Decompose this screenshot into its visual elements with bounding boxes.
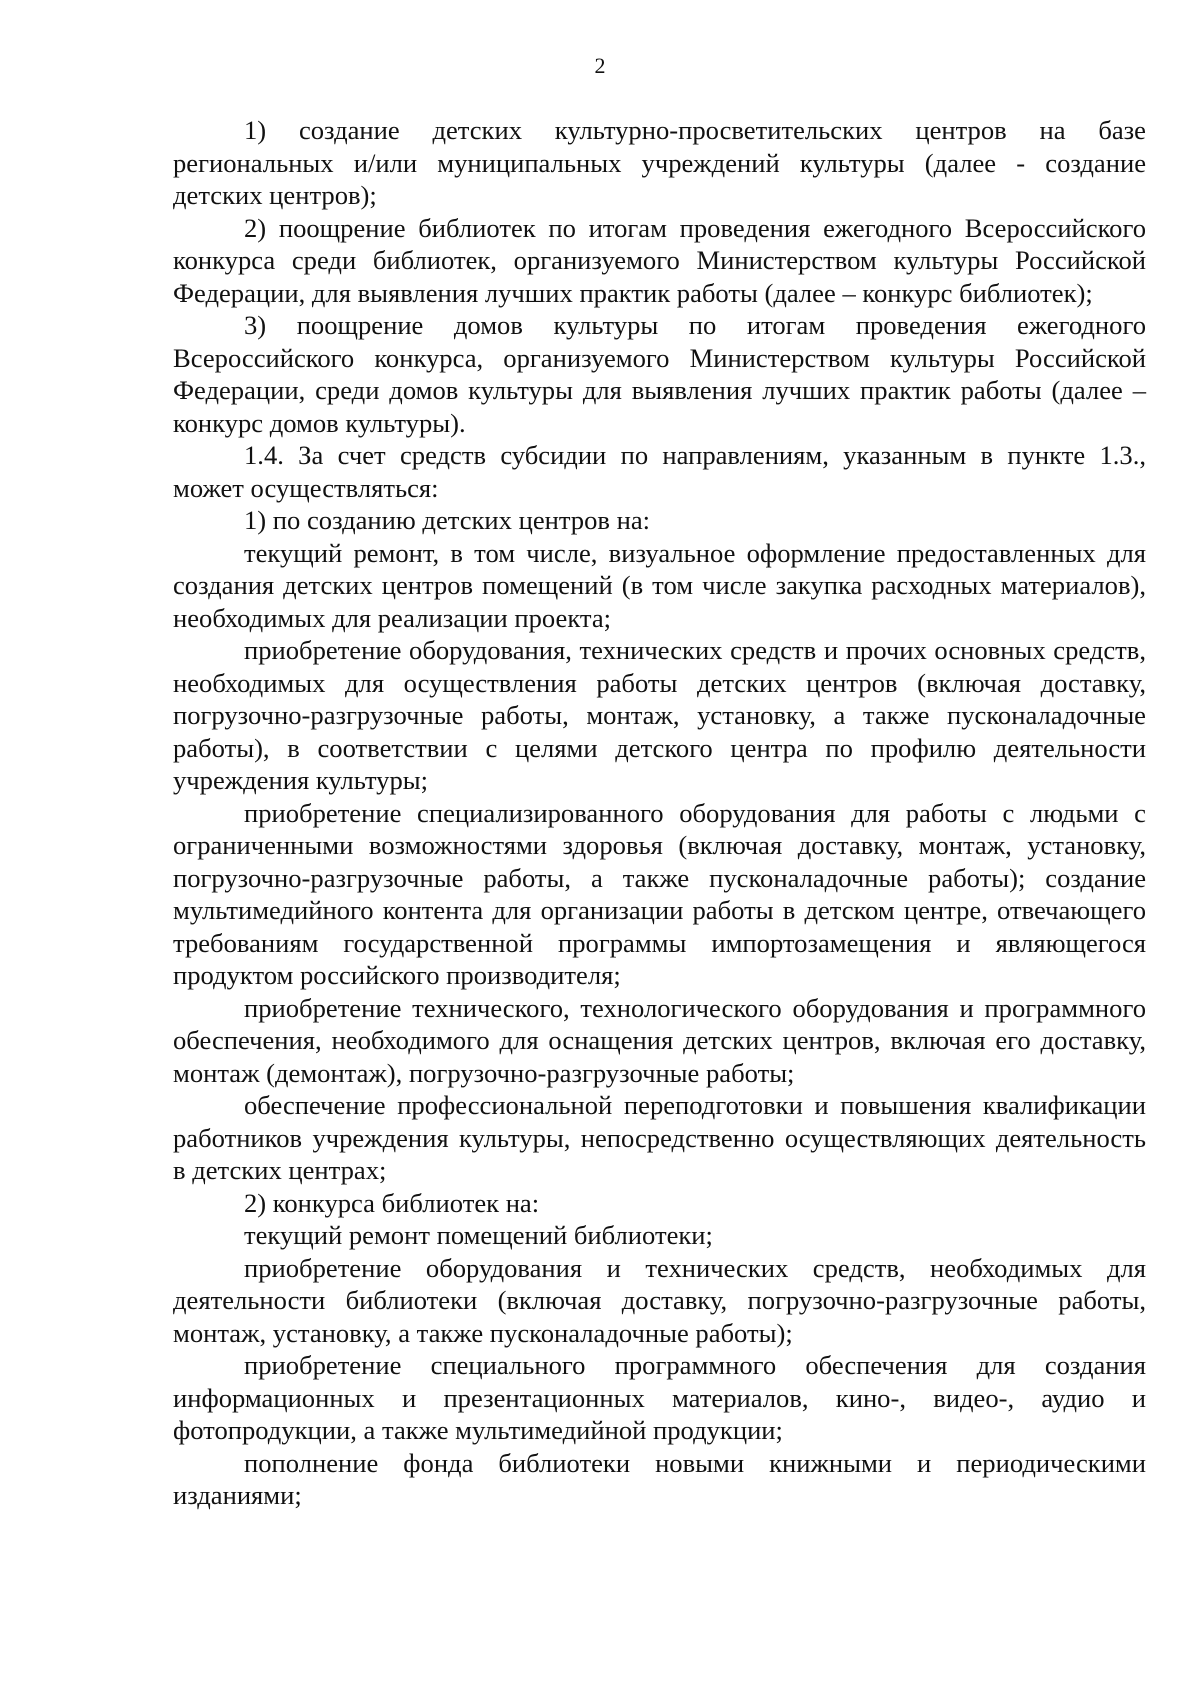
page-number: 2	[594, 53, 606, 78]
paragraph-item-2-library-contest: 2) поощрение библиотек по итогам проведения ежегодного Всероссийского конкурса среди библиотек, организуемого Министерством культуры Российской Федерации, для выявления лучших практик работы (далее – конкурс библиотек);	[173, 212, 1146, 308]
paragraph-sub-2-library-contest: 2) конкурса библиотек на:	[244, 1187, 540, 1218]
paragraph-current-repair: текущий ремонт, в том числе, визуальное оформление предоставленных для создания детских центров помещений (в том числе закупка расходных материалов), необходимых для реализации проекта;	[173, 537, 1146, 633]
paragraph-item-1-creation-children-centers: 1) создание детских культурно-просветительских центров на базе региональных и/или муниципальных учреждений культуры (далее - создание детских центров);	[173, 115, 1146, 210]
paragraph-sub-1-children-centers: 1) по созданию детских центров на:	[244, 505, 651, 535]
paragraph-section-1-4: 1.4. За счет средств субсидии по направлениям, указанным в пункте 1.3., может осуществляться:	[173, 440, 1146, 503]
document-body	[173, 114, 1146, 1512]
paragraph-library-fund: пополнение фонда библиотеки новыми книжными и периодическими изданиями;	[173, 1447, 1146, 1510]
paragraph-library-software: приобретение специального программного обеспечения для создания информационных и презентационных материалов, кино-, видео-, аудио и фотопродукции, а также мультимедийной продукции;	[173, 1350, 1146, 1445]
paragraph-library-repair: текущий ремонт помещений библиотеки;	[244, 1220, 713, 1250]
paragraph-library-equipment: приобретение оборудования и технических средств, необходимых для деятельности библиотеки (включая доставку, погрузочно-разгрузочные работы, монтаж, установку, а также пусконаладочные работы);	[173, 1252, 1146, 1348]
paragraph-professional-training: обеспечение профессиональной переподготовки и повышения квалификации работников учреждения культуры, непосредственно осуществляющих деятельность в детских центрах;	[173, 1090, 1146, 1185]
paragraph-specialized-equipment: приобретение специализированного оборудования для работы с людьми с ограниченными возможностями здоровья (включая доставку, монтаж, установку, погрузочно-разгрузочные работы, а также пусконаладочные работы); создание мультимедийного контента для организации работы в детском центре, отвечающего требованиям государственной программы импортозамещения и являющегося продуктом российского производителя;	[173, 797, 1146, 990]
paragraph-item-3-culture-house-contest: 3) поощрение домов культуры по итогам проведения ежегодного Всероссийского конкурса, организуемого Министерством культуры Российской Федерации, среди домов культуры для выявления лучших практик работы (далее – конкурс домов культуры).	[173, 310, 1146, 438]
paragraph-equipment-purchase: приобретение оборудования, технических средств и прочих основных средств, необходимых для осуществления работы детских центров (включая доставку, погрузочно-разгрузочные работы, монтаж, установку, а также пусконаладочные работы), в соответствии с целями детского центра по профилю деятельности учреждения культуры;	[173, 635, 1146, 795]
paragraph-technical-equipment: приобретение технического, технологического оборудования и программного обеспечения, необходимого для оснащения детских центров, включая его доставку, монтаж (демонтаж), погрузочно-разгрузочные работы;	[173, 992, 1146, 1088]
